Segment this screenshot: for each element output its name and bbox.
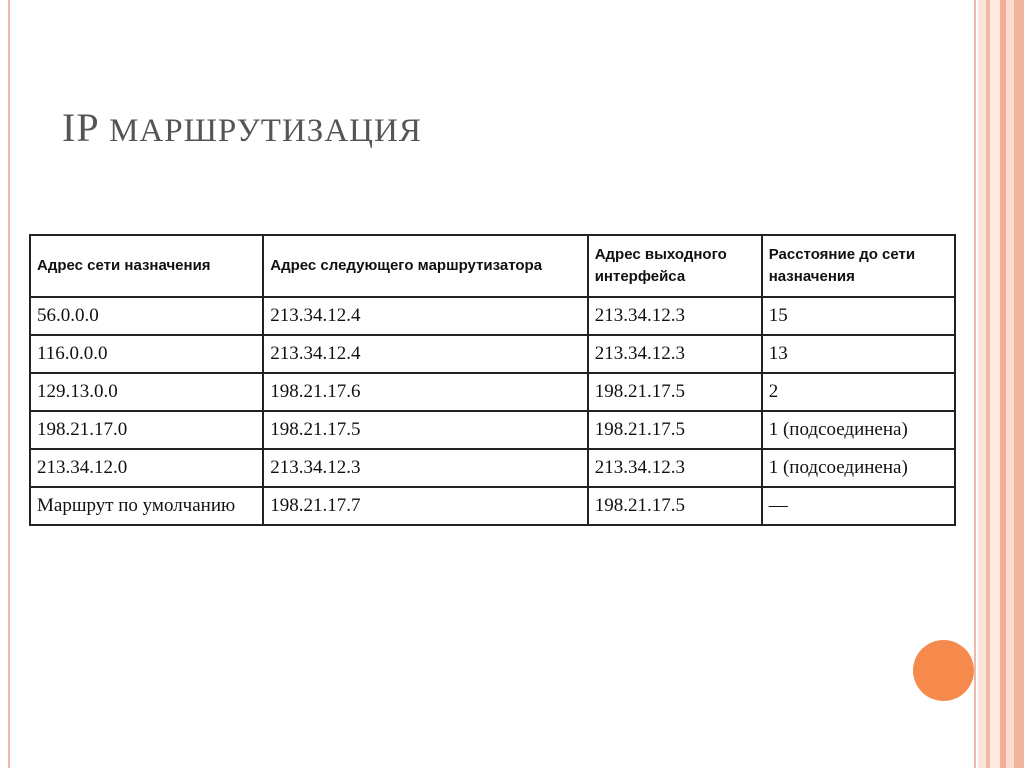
cell-destination: 198.21.17.0: [30, 411, 263, 449]
slide-title-rest: МАРШРУТИЗАЦИЯ: [109, 113, 422, 149]
header-distance: Расстояние до сети назначения: [762, 235, 955, 297]
table-header-row: [30, 235, 955, 297]
cell-destination: 56.0.0.0: [30, 297, 263, 335]
cell-next-hop: 213.34.12.4: [263, 335, 587, 373]
cell-next-hop: 213.34.12.4: [263, 297, 587, 335]
table-row: [30, 487, 955, 525]
decorative-stripes: [978, 0, 1024, 768]
cell-interface: 198.21.17.5: [588, 487, 762, 525]
table-row: [30, 297, 955, 335]
cell-distance: 15: [762, 297, 955, 335]
cell-distance: —: [762, 487, 955, 525]
accent-circle: [913, 640, 974, 701]
cell-next-hop: 198.21.17.6: [263, 373, 587, 411]
cell-distance: 1 (подсоединена): [762, 449, 955, 487]
cell-distance: 13: [762, 335, 955, 373]
cell-destination: 129.13.0.0: [30, 373, 263, 411]
cell-interface: 213.34.12.3: [588, 449, 762, 487]
table-row: [30, 373, 955, 411]
header-next-hop: Адрес следующего маршрутизатора: [263, 235, 587, 297]
slide-title-ip: IP: [62, 105, 99, 150]
table-row: [30, 449, 955, 487]
cell-next-hop: 198.21.17.5: [263, 411, 587, 449]
cell-destination: Маршрут по умолчанию: [30, 487, 263, 525]
routing-table: [29, 234, 956, 526]
slide-title: [62, 104, 422, 151]
header-interface: Адрес выходного интерфейса: [588, 235, 762, 297]
cell-interface: 198.21.17.5: [588, 373, 762, 411]
header-destination: Адрес сети назначения: [30, 235, 263, 297]
cell-distance: 2: [762, 373, 955, 411]
cell-destination: 213.34.12.0: [30, 449, 263, 487]
cell-next-hop: 213.34.12.3: [263, 449, 587, 487]
cell-distance: 1 (подсоединена): [762, 411, 955, 449]
cell-interface: 213.34.12.3: [588, 297, 762, 335]
cell-interface: 198.21.17.5: [588, 411, 762, 449]
table-row: [30, 335, 955, 373]
cell-interface: 213.34.12.3: [588, 335, 762, 373]
cell-next-hop: 198.21.17.7: [263, 487, 587, 525]
table-row: [30, 411, 955, 449]
cell-destination: 116.0.0.0: [30, 335, 263, 373]
